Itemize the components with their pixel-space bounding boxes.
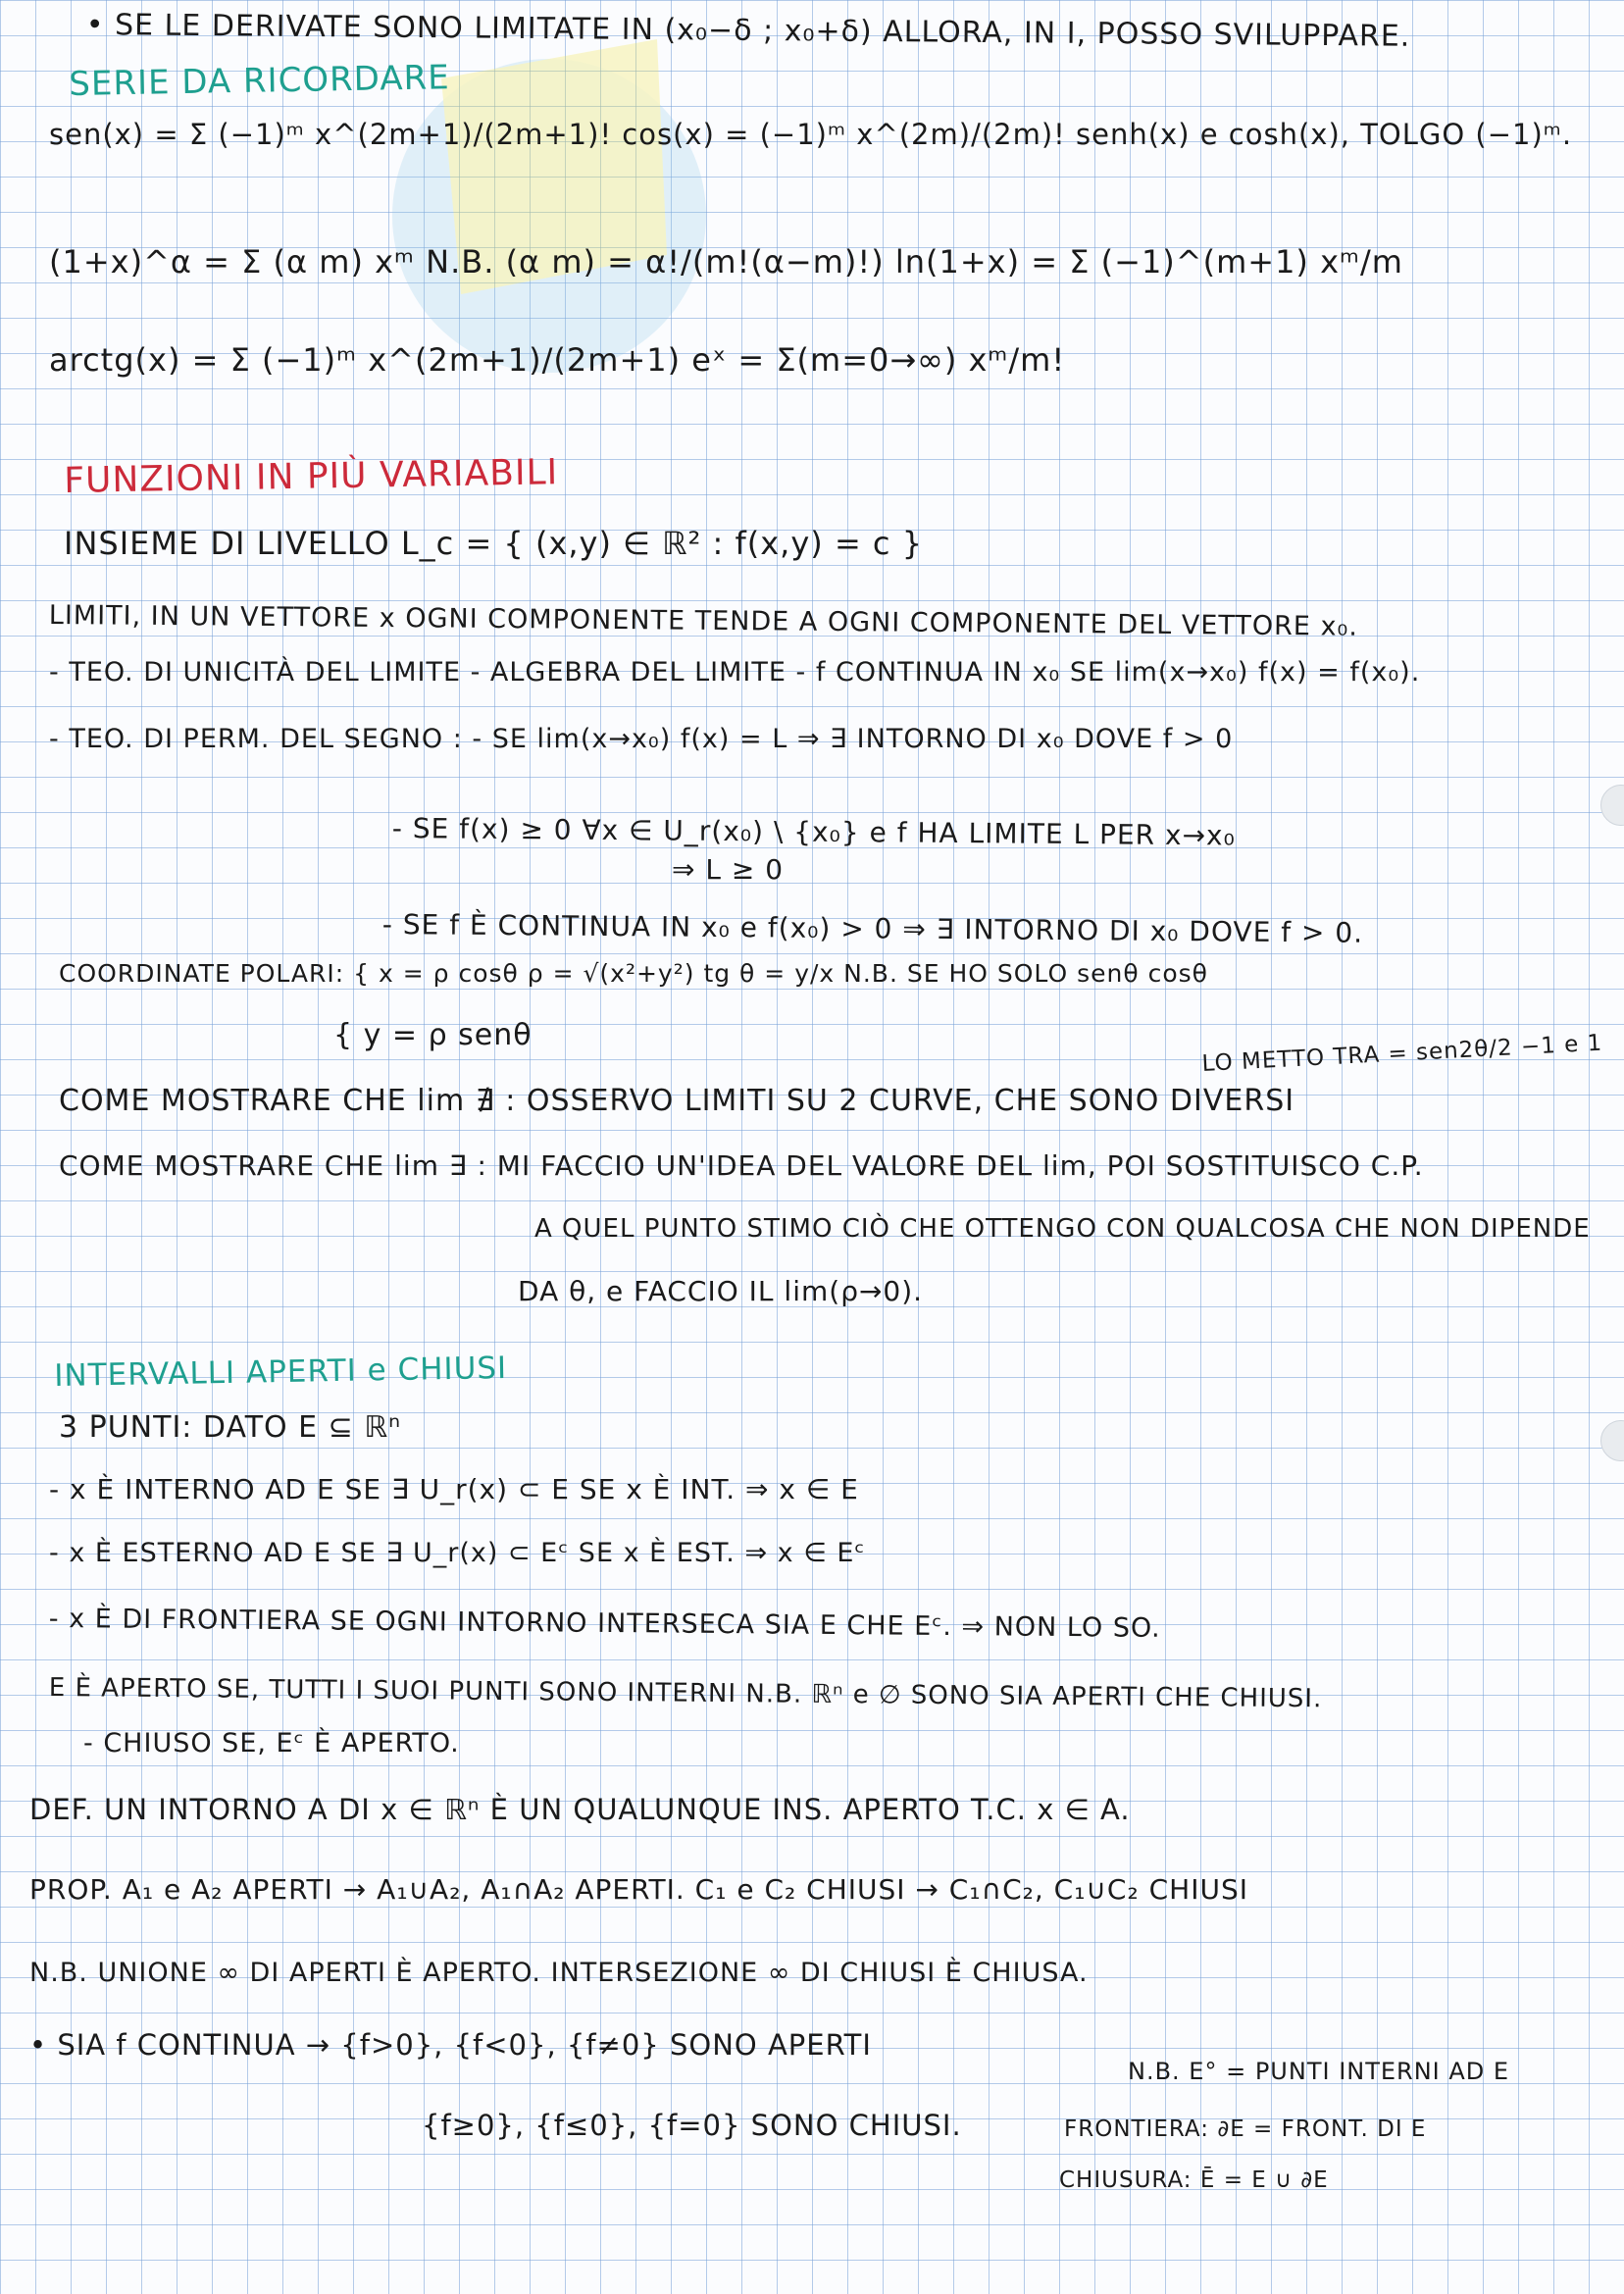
binder-hole [1600, 1420, 1624, 1461]
note-line-def-intorno: DEF. UN INTORNO A DI x ∈ ℝⁿ È UN QUALUNQUE INS. APERTO T.C. x ∈ A. [29, 1793, 1131, 1826]
note-line-sono-chiusi: {f≥0}, {f≤0}, {f=0} SONO CHIUSI. [422, 2109, 962, 2142]
note-line-punto-frontiera: - x È DI FRONTIERA SE OGNI INTORNO INTERSECA SIA E CHE Eᶜ. ⇒ NON LO SO. [48, 1604, 1161, 1644]
note-line-serie-binomio: (1+x)^α = Σ (α m) xᵐ N.B. (α m) = α!/(m!(α−m)!) ln(1+x) = Σ (−1)^(m+1) xᵐ/m [49, 243, 1403, 280]
note-line-aperto-def: E È APERTO SE, TUTTI I SUOI PUNTI SONO INTERNI N.B. ℝⁿ e ∅ SONO SIA APERTI CHE CHIUSI. [48, 1673, 1323, 1714]
note-line-lim-esiste-2: A QUEL PUNTO STIMO CIÒ CHE OTTENGO CON QUALCOSA CHE NON DIPENDE [534, 1214, 1591, 1244]
note-line-funzioni-heading: FUNZIONI IN PIÙ VARIABILI [64, 452, 559, 501]
note-line-punto-esterno: - x È ESTERNO AD E SE ∃ U_r(x) ⊂ Eᶜ SE x È EST. ⇒ x ∈ Eᶜ [49, 1538, 866, 1568]
note-line-limiti-def: LIMITI, IN UN VETTORE x OGNI COMPONENTE TENDE A OGNI COMPONENTE DEL VETTORE x₀. [48, 600, 1359, 642]
note-line-serie-arctg-exp: arctg(x) = Σ (−1)ᵐ x^(2m+1)/(2m+1) eˣ = Σ(m=0→∞) xᵐ/m! [49, 341, 1066, 379]
note-line-lim-non-esiste: COME MOSTRARE CHE lim ∄ : OSSERVO LIMITI SU 2 CURVE, CHE SONO DIVERSI [59, 1084, 1295, 1118]
note-line-derivate-limitate: • SE LE DERIVATE SONO LIMITATE IN (x₀−δ ; x₀+δ) ALLORA, IN I, POSSO SVILUPPARE. [85, 8, 1411, 54]
note-line-coord-polari-3: LO METTO TRA = sen2θ/2 −1 e 1 [1201, 1030, 1603, 1077]
note-line-intervalli-heading: INTERVALLI APERTI e CHIUSI [54, 1350, 508, 1394]
binder-hole [1600, 785, 1624, 826]
note-line-insieme-livello: INSIEME DI LIVELLO L_c = { (x,y) ∈ ℝ² : f(x,y) = c } [64, 525, 924, 562]
note-line-sia-f-continua: • SIA f CONTINUA → {f>0}, {f<0}, {f≠0} SONO APERTI [29, 2028, 872, 2062]
note-line-tre-punti: 3 PUNTI: DATO E ⊆ ℝⁿ [59, 1410, 402, 1445]
note-line-teo-segno-2: - SE f(x) ≥ 0 ∀x ∈ U_r(x₀) \ {x₀} e f HA LIMITE L PER x→x₀ [391, 812, 1236, 852]
note-line-chiusura-def: CHIUSURA: Ē = E ∪ ∂E [1059, 2167, 1329, 2193]
note-line-teo-segno-3: ⇒ L ≥ 0 [672, 853, 785, 886]
note-line-chiuso-def: - CHIUSO SE, Eᶜ È APERTO. [83, 1728, 460, 1759]
note-line-prop-unione: PROP. A₁ e A₂ APERTI → A₁∪A₂, A₁∩A₂ APERTI. C₁ e C₂ CHIUSI → C₁∩C₂, C₁∪C₂ CHIUSI [29, 1873, 1248, 1906]
note-line-serie-sen-cos: sen(x) = Σ (−1)ᵐ x^(2m+1)/(2m+1)! cos(x) = (−1)ᵐ x^(2m)/(2m)! senh(x) e cosh(x), TOLGO (−1)ᵐ. [49, 118, 1573, 151]
note-line-lim-esiste-1: COME MOSTRARE CHE lim ∃ : MI FACCIO UN'IDEA DEL VALORE DEL lim, POI SOSTITUISCO C.P. [59, 1149, 1424, 1182]
note-line-punto-interno: - x È INTERNO AD E SE ∃ U_r(x) ⊂ E SE x È INT. ⇒ x ∈ E [49, 1473, 859, 1505]
note-line-teo-unicita: - TEO. DI UNICITÀ DEL LIMITE - ALGEBRA DEL LIMITE - f CONTINUA IN x₀ SE lim(x→x₀) f(x) = f(x₀). [49, 657, 1421, 688]
note-line-coord-polari-2: { y = ρ senθ [333, 1018, 533, 1052]
note-line-teo-segno-1: - TEO. DI PERM. DEL SEGNO : - SE lim(x→x₀) f(x) = L ⇒ ∃ INTORNO DI x₀ DOVE f > 0 [49, 724, 1234, 754]
note-line-nb-infiniti: N.B. UNIONE ∞ DI APERTI È APERTO. INTERSEZIONE ∞ DI CHIUSI È CHIUSA. [29, 1958, 1089, 1988]
note-line-teo-segno-4: - SE f È CONTINUA IN x₀ e f(x₀) > 0 ⇒ ∃ INTORNO DI x₀ DOVE f > 0. [381, 908, 1364, 949]
note-line-nb-interni: N.B. E° = PUNTI INTERNI AD E [1128, 2058, 1510, 2085]
note-line-serie-heading: SERIE DA RICORDARE [69, 58, 451, 104]
note-line-coord-polari-1: COORDINATE POLARI: { x = ρ cosθ ρ = √(x²+y²) tg θ = y/x N.B. SE HO SOLO senθ cosθ [59, 959, 1208, 988]
note-line-frontiera-def: FRONTIERA: ∂E = FRONT. DI E [1064, 2116, 1427, 2142]
note-line-lim-esiste-3: DA θ, e FACCIO IL lim(ρ→0). [518, 1275, 924, 1307]
